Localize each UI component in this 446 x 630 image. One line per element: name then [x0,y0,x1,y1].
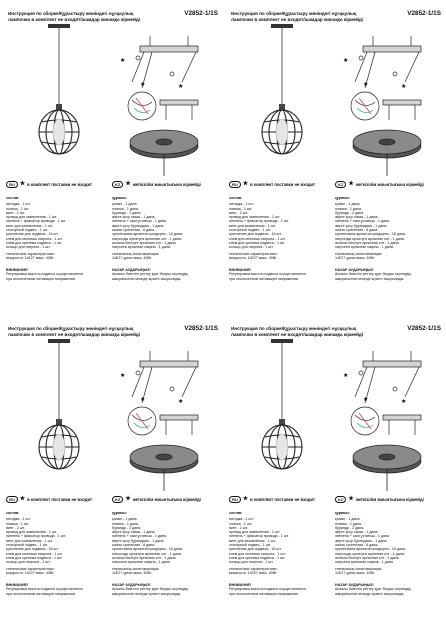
pendant-lamp-illustration [24,24,94,164]
step-1-mounting-bar [355,351,421,403]
ru-parts-heading: состав: [229,511,243,515]
ru-item: ниппель + фиксатор провода - 1 шт. [229,219,289,224]
kz-item: бұрандр - 2 дана. [335,210,365,215]
ru-tech-heading: технические характеристики: [6,566,55,571]
kz-item: патронды орнатуға арналған клт - 1 дана. [112,551,182,556]
ru-parts-heading: состав: [6,196,20,200]
svg-text:★: ★ [178,399,184,405]
kz-item: жерге қосу сымы - 1 дана. [335,215,379,220]
ru-warning-line: Регулировка высоты подвеса осуществляется [229,587,307,592]
ru-item: винт для заземления - 1 шт. [6,538,53,543]
kz-badge: KZ [112,181,123,188]
legend-band [4,493,216,505]
parts-lists [229,196,441,260]
kz-item: планка - 1 дана. [112,521,139,526]
kz-tech-heading: техникалық сипаттамалары: [112,251,160,256]
ru-badge: RU [6,181,18,188]
ru-item: нитадка - 1 шт. [229,517,254,522]
step-2-wiring-circle [128,407,156,435]
star-icon: ★ [242,495,249,502]
lamp-socket [56,419,62,425]
svg-text:★: ★ [363,82,369,88]
kz-tech-heading: техникалық сипаттамалары: [335,566,383,571]
ru-item: кольцо для патрона - 1 шт. [6,560,51,565]
ru-warning-line: при отключенном питающем напряжении. [229,276,300,281]
assembly-diagram [112,351,208,491]
step-2-bracket-detail [383,415,421,435]
parts-lists [6,511,218,575]
glass-insert [53,119,65,145]
instruction-sheet-3 [0,315,223,630]
ru-item: планка - 1 шт. [229,521,252,526]
kz-warning-line: ажыратылған кезінде жүзеге асырылады. [112,591,182,596]
ru-warning-heading: ВНИМАНИЕ! [229,583,252,587]
star-icon: ★ [125,180,131,187]
lamp-socket [56,104,62,110]
kz-item: суспензияға арналған қондырғы - 16 дана. [335,232,406,237]
svg-text:★: ★ [401,399,407,405]
step-3-canopy [130,130,198,176]
kz-warning-line: Аспалы биіктігін реттеу қуат беруші кернеудің [335,272,412,277]
ru-tech-value: мощность: 1xE27 макс. 40Вт [229,570,277,575]
kz-item: қалып - 1 дана. [335,202,361,207]
ru-item: стопорный подвес - 1 шт. [6,543,48,548]
ru-item: кольцо для патрона - 1 шт. [229,245,274,250]
kz-tech-value: 1xE27 қуаты макс. 40Вт [335,570,375,575]
kz-item: шыны суспензия - 8 дана. [112,543,156,548]
kz-tech-value: 1xE27 қуаты макс. 40Вт [335,255,375,260]
ru-item: винт для заземления - 1 шт. [6,223,53,228]
svg-text:★: ★ [401,84,407,90]
title-line-2: лампочки в комплект не входят/шамдар жинаққа кірмейді [8,17,141,22]
kz-item: патронға арналған сақина - 1 дана. [335,245,394,250]
title-line-1: Инструкция по сборке/Құрастыру жөніндегі нұсқаулық [8,11,134,16]
kz-warning-line: Аспалы биіктігін реттеу қуат беруші кернеудің [335,587,412,592]
star-icon: ★ [125,495,131,502]
lamp-socket [279,104,285,110]
legend-band [4,178,216,190]
lamp-socket [279,419,285,425]
ceiling-canopy [271,24,293,28]
ru-parts-heading: состав: [229,196,243,200]
kz-item: планка - 1 дана. [335,206,362,211]
ru-legend-text: в комплект поставки не входит [250,181,316,187]
ru-warning [229,268,335,281]
kz-parts-column [112,511,218,575]
pendant-lamp-illustration [24,339,94,479]
glass-insert [53,434,65,460]
kz-tech-heading: техникалық сипаттамалары: [112,566,160,571]
title-line-1: Инструкция по сборке/Құрастыру жөніндегі нұсқаулық [8,326,134,331]
ru-item: провод для заземления - 1 шт. [6,215,58,220]
ru-item: винт для заземления - 1 шт. [229,223,276,228]
ru-item: провод для заземления - 1 шт. [229,215,281,220]
kz-item: шыны суспензия - 8 дана. [335,228,379,233]
kz-item: аспалы бекітуге арналған клт - 1 дана. [335,240,400,245]
kz-item: шыны суспензия - 8 дана. [335,543,379,548]
ru-badge: RU [229,181,241,188]
sheet-title [8,11,218,23]
step-2-bracket-detail [383,100,421,120]
instruction-sheet-1 [0,0,223,315]
star-icon: ★ [19,495,26,502]
kz-item: жерге қосу бұрандасы - 1 дана. [335,538,388,543]
kz-item: патронды орнатуға арналған клт - 1 дана. [112,236,182,241]
ru-item: крепление для подвеса - 16 шт. [229,547,282,552]
model-number: V2852-1/1S [407,10,441,17]
ru-warning-line: при отключенном питающем напряжении. [6,591,77,596]
ru-item: кольцо для патрона - 1 шт. [6,245,51,250]
ru-parts-column [6,196,112,260]
kz-item: патронға арналған сақина - 1 дана. [112,245,171,250]
title-line-1: Инструкция по сборке/Құрастыру жөніндегі нұсқаулық [231,11,357,16]
step-3-canopy [130,445,198,491]
svg-text:★: ★ [140,397,146,403]
ru-item: стопорный подвес - 1 шт. [229,228,271,233]
step-1-mounting-bar [132,36,198,88]
kz-badge: KZ [335,496,346,503]
legend-band [227,493,439,505]
ru-badge: RU [229,496,241,503]
instruction-sheet-4 [223,315,446,630]
star-marker: ★ [343,58,349,64]
kz-item: жерге қосу бұрандасы - 1 дана. [335,223,388,228]
title-line-2: лампочки в комплект не входят/шамдар жинаққа кірмейді [231,332,364,337]
ru-legend-text: в комплект поставки не входит [27,496,93,502]
ru-item: стопорный подвес - 1 шт. [229,543,271,548]
svg-text:★: ★ [178,84,184,90]
kz-parts-heading: құрамы: [112,511,127,515]
kz-parts-column [335,511,441,575]
ceiling-canopy [271,339,293,343]
kz-item: ниппель + сым ұстағыш - 1 дана. [335,534,390,539]
kz-warning-heading: НАЗАР АУДАРЫҢЫЗ! [112,583,151,587]
ru-item: планка - 1 шт. [6,206,29,211]
step-3-canopy [353,445,421,491]
step-3-canopy [353,130,421,176]
ru-parts-column [6,511,112,575]
ru-warning [6,268,112,281]
ru-item: клем для монтажа патрона - 1 шт. [6,551,63,556]
ceiling-canopy [48,24,70,28]
ru-warning-line: Регулировка высоты подвеса осуществляется [6,587,84,592]
ru-parts-column [229,196,335,260]
kz-tech-heading: техникалық сипаттамалары: [335,251,383,256]
ru-item: крепление для подвеса - 16 шт. [229,232,282,237]
kz-warning [335,268,441,281]
ru-tech-value: мощность: 1xE27 макс. 40Вт [229,255,277,260]
title-line-2: лампочки в комплект не входят/шамдар жинаққа кірмейді [8,332,141,337]
kz-item: жерге қосу бұрандасы - 1 дана. [112,538,165,543]
kz-legend-text: жеткізілім жиынтығына кірмейді [355,496,424,502]
kz-item: патронға арналған сақина - 1 дана. [112,560,171,565]
ru-item: стопорный подвес - 1 шт. [6,228,48,233]
kz-item: ниппель + сым ұстағыш - 1 дана. [335,219,390,224]
model-number: V2852-1/1S [184,325,218,332]
ru-item: кольцо для патрона - 1 шт. [229,560,274,565]
kz-item: жерге қосу сымы - 1 дана. [112,215,156,220]
kz-warning-heading: НАЗАР АУДАРЫҢЫЗ! [112,268,151,272]
kz-tech-value: 1xE27 қуаты макс. 40Вт [112,570,152,575]
kz-item: ниппель + сым ұстағыш - 1 дана. [112,534,167,539]
ru-item: клем для крепежа подвеса - 1 шт. [6,555,63,560]
kz-item: патронды орнатуға арналған клт - 1 дана. [335,551,405,556]
star-marker: ★ [343,373,349,379]
step-2-wiring-circle [128,92,156,120]
star-icon: ★ [19,180,26,187]
kz-item: суспензияға арналған қондырғы - 16 дана. [112,232,183,237]
kz-item: қалып - 1 дана. [112,517,138,522]
kz-item: патронға арналған сақина - 1 дана. [335,560,394,565]
kz-item: суспензияға арналған қондырғы - 16 дана. [335,547,406,552]
kz-warning-line: ажыратылған кезінде жүзеге асырылады. [335,276,405,281]
ru-item: планка - 1 шт. [229,206,252,211]
warning-section [6,583,218,596]
star-icon: ★ [242,180,249,187]
kz-parts-heading: құрамы: [335,196,350,200]
ru-tech-value: мощность: 1xE27 макс. 40Вт [6,255,54,260]
kz-item: суспензияға арналған қондырғы - 16 дана. [112,547,183,552]
ru-item: винт - 2 шт. [6,525,25,530]
ru-item: нитадка - 1 шт. [6,517,31,522]
kz-parts-column [335,196,441,260]
sheet-title [231,326,441,338]
step-1-mounting-bar [355,36,421,88]
ru-item: нитадка - 1 шт. [6,202,31,207]
ru-item: клем для монтажа патрона - 1 шт. [229,551,286,556]
warning-section [229,268,441,281]
kz-warning [112,268,218,281]
ru-item: планка - 1 шт. [6,521,29,526]
ru-parts-heading: состав: [6,511,20,515]
step-2-wiring-circle [351,92,379,120]
ru-item: винт - 2 шт. [229,210,248,215]
step-2-wiring-circle [351,407,379,435]
kz-legend-text: жеткізілім жиынтығына кірмейді [355,181,424,187]
svg-text:★: ★ [363,397,369,403]
star-icon: ★ [348,495,354,502]
glass-insert [276,119,288,145]
kz-item: жерге қосу сымы - 1 дана. [335,530,379,535]
star-icon: ★ [348,180,354,187]
kz-item: жерге қосу бұрандасы - 1 дана. [112,223,165,228]
model-number: V2852-1/1S [184,10,218,17]
ru-item: клем для крепежа подвеса - 1 шт. [229,555,286,560]
kz-parts-heading: құрамы: [335,511,350,515]
parts-lists [6,196,218,260]
step-2-bracket-detail [160,415,198,435]
ru-warning-heading: ВНИМАНИЕ! [6,583,29,587]
kz-item: жерге қосу сымы - 1 дана. [112,530,156,535]
kz-warning-line: Аспалы биіктігін реттеу қуат беруші кернеудің [112,587,189,592]
assembly-diagram [335,351,431,491]
kz-warning-line: ажыратылған кезінде жүзеге асырылады. [335,591,405,596]
kz-item: қалып - 1 дана. [335,517,361,522]
ru-legend-text: в комплект поставки не входит [27,181,93,187]
kz-tech-value: 1xE27 қуаты макс. 40Вт [112,255,152,260]
warning-section [229,583,441,596]
ru-tech-heading: технические характеристики: [6,251,55,256]
kz-parts-heading: құрамы: [112,196,127,200]
star-marker: ★ [120,373,126,379]
ru-warning [229,583,335,596]
instruction-sheet-2 [223,0,446,315]
ru-warning-line: Регулировка высоты подвеса осуществляется [229,272,307,277]
kz-item: аспалы бекітуге арналған клт - 1 дана. [335,555,400,560]
model-number: V2852-1/1S [407,325,441,332]
kz-warning-heading: НАЗАР АУДАРЫҢЫЗ! [335,583,374,587]
pendant-lamp-illustration [247,24,317,164]
step-1-mounting-bar [132,351,198,403]
ru-item: нитадка - 1 шт. [229,202,254,207]
ru-item: клем для крепежа подвеса - 1 шт. [6,240,63,245]
ru-badge: RU [6,496,18,503]
step-2-bracket-detail [160,100,198,120]
assembly-diagram [335,36,431,176]
kz-item: шыны суспензия - 8 дана. [112,228,156,233]
kz-warning [335,583,441,596]
ru-tech-heading: технические характеристики: [229,251,278,256]
kz-item: бұрандр - 2 дана. [335,525,365,530]
warning-section [6,268,218,281]
kz-item: аспалы бекітуге арналған клт - 1 дана. [112,240,177,245]
kz-item: бұрандр - 2 дана. [112,210,142,215]
kz-warning-line: Аспалы биіктігін реттеу қуат беруші кернеудің [112,272,189,277]
ru-item: винт - 2 шт. [229,525,248,530]
ru-tech-heading: технические характеристики: [229,566,278,571]
ru-item: крепление для подвеса - 16 шт. [6,232,59,237]
ru-item: крепление для подвеса - 16 шт. [6,547,59,552]
legend-band [227,178,439,190]
ru-warning-heading: ВНИМАНИЕ! [6,268,29,272]
sheet-title [231,11,441,23]
kz-item: планка - 1 дана. [112,206,139,211]
ru-item: ниппель + фиксатор провода - 1 шт. [6,534,66,539]
kz-item: ниппель + сым ұстағыш - 1 дана. [112,219,167,224]
ru-item: клем для монтажа патрона - 1 шт. [229,236,286,241]
ru-warning-line: при отключенном питающем напряжении. [6,276,77,281]
ru-tech-value: мощность: 1xE27 макс. 40Вт [6,570,54,575]
ru-warning-heading: ВНИМАНИЕ! [229,268,252,272]
kz-warning-line: ажыратылған кезінде жүзеге асырылады. [112,276,182,281]
kz-legend-text: жеткізілім жиынтығына кірмейді [132,181,201,187]
kz-item: бұрандр - 2 дана. [112,525,142,530]
kz-item: патронды орнатуға арналған клт - 1 дана. [335,236,405,241]
ru-item: винт - 2 шт. [6,210,25,215]
kz-warning-heading: НАЗАР АУДАРЫҢЫЗ! [335,268,374,272]
glass-insert [276,434,288,460]
kz-item: қалып - 1 дана. [112,202,138,207]
parts-lists [229,511,441,575]
ceiling-canopy [48,339,70,343]
kz-warning [112,583,218,596]
ru-item: провод для заземления - 1 шт. [229,530,281,535]
ru-legend-text: в комплект поставки не входит [250,496,316,502]
ru-warning-line: при отключенном питающем напряжении. [229,591,300,596]
kz-badge: KZ [112,496,123,503]
ru-warning [6,583,112,596]
ru-parts-column [229,511,335,575]
svg-text:★: ★ [140,82,146,88]
ru-item: ниппель + фиксатор провода - 1 шт. [6,219,66,224]
ru-item: ниппель + фиксатор провода - 1 шт. [229,534,289,539]
ru-item: клем для крепежа подвеса - 1 шт. [229,240,286,245]
kz-parts-column [112,196,218,260]
ru-item: винт для заземления - 1 шт. [229,538,276,543]
ru-item: клем для монтажа патрона - 1 шт. [6,236,63,241]
kz-item: планка - 1 дана. [335,521,362,526]
assembly-diagram [112,36,208,176]
pendant-lamp-illustration [247,339,317,479]
kz-legend-text: жеткізілім жиынтығына кірмейді [132,496,201,502]
sheet-title [8,326,218,338]
kz-badge: KZ [335,181,346,188]
kz-item: аспалы бекітуге арналған клт - 1 дана. [112,555,177,560]
ru-warning-line: Регулировка высоты подвеса осуществляется [6,272,84,277]
star-marker: ★ [120,58,126,64]
ru-item: провод для заземления - 1 шт. [6,530,58,535]
title-line-1: Инструкция по сборке/Құрастыру жөніндегі нұсқаулық [231,326,357,331]
title-line-2: лампочки в комплект не входят/шамдар жинаққа кірмейді [231,17,364,22]
